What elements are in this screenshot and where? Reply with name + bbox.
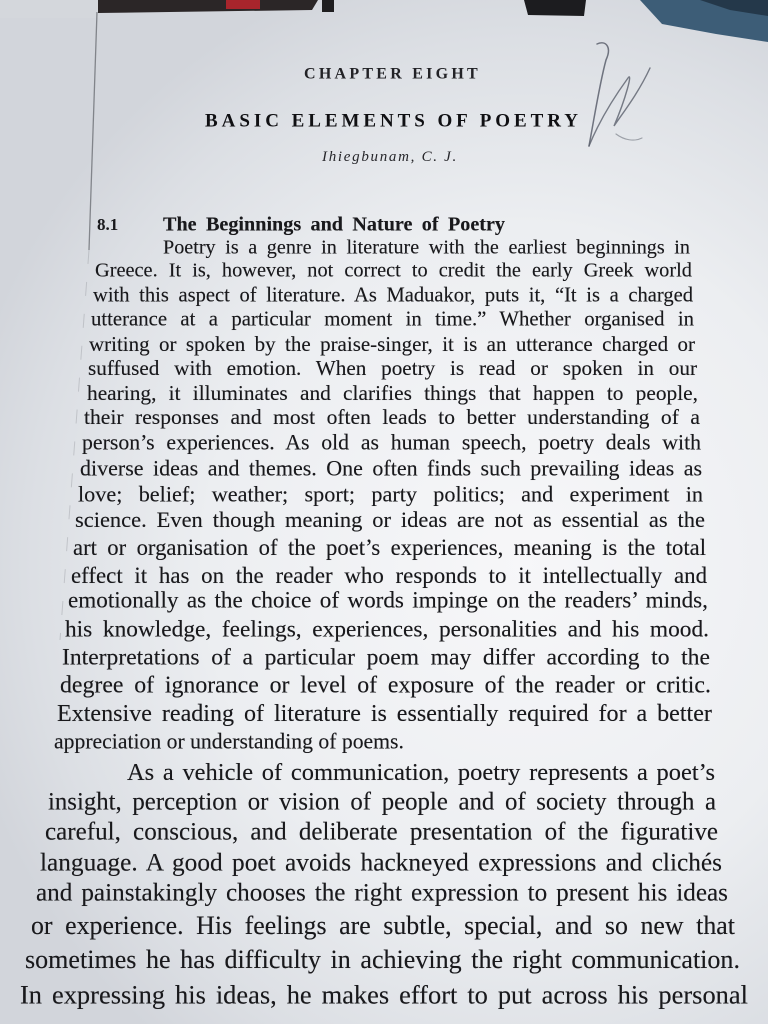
paragraph-2-line: language. A good poet avoids hackneyed expressions and clichés [40, 848, 722, 877]
paragraph-1-line: effect it has on the reader who responds to it intellectually and [71, 562, 708, 588]
page-fold-line [89, 12, 97, 250]
desk-object-dark-2 [524, 0, 586, 16]
paragraph-1-line: science. Even though meaning or ideas are not as essential as the [75, 507, 705, 533]
handwritten-stroke [589, 43, 608, 146]
paragraph-1-line: appreciation or understanding of poems. [54, 729, 404, 754]
paragraph-1-line: emotionally as the choice of words impinge on the readers’ minds, [68, 587, 708, 614]
handwritten-stroke [589, 68, 650, 146]
desk-object-dark [98, 0, 318, 13]
paragraph-2-line: sometimes he has difficulty in achieving the right communication. [25, 944, 740, 974]
paragraph-2-line: In expressing his ideas, he makes effort to put across his personal [20, 979, 748, 1010]
paragraph-1-line: hearing, it illuminates and clarifies things that happen to people, [87, 380, 698, 405]
paragraph-1-line: love; belief; weather; sport; party politics; and experiment in [78, 481, 704, 507]
underlying-sheet [0, 0, 100, 18]
paragraph-1-line: with this aspect of literature. As Maduakor, puts it, “It is a charged [93, 284, 694, 307]
section-heading: The Beginnings and Nature of Poetry [163, 213, 506, 236]
paragraph-2-line: insight, perception or vision of people and of society through a [48, 788, 717, 816]
paragraph-2-line: and painstakingly chooses the right expression to present his ideas [36, 879, 728, 907]
paragraph-1-line: Greece. It is, however, not correct to credit the early Greek world [95, 259, 692, 282]
paragraph-1-line: suffused with emotion. When poetry is read or spoken in our [88, 356, 698, 381]
paragraph-1-line: Extensive reading of literature is essentially required for a better [57, 701, 712, 728]
paragraph-1-line: his knowledge, feelings, experiences, personalities and his mood. [65, 616, 709, 643]
paragraph-1-line: person’s experiences. As old as human speech, poetry deals with [82, 430, 702, 455]
paragraph-1-line: Interpretations of a particular poem may differ according to the [62, 644, 710, 671]
paragraph-1-line: utterance at a particular moment in time.” Whether organised in [91, 308, 695, 331]
paragraph-1-line: art or organisation of the poet’s experiences, meaning is the total [73, 535, 707, 561]
chapter-label: CHAPTER EIGHT [304, 65, 481, 83]
paragraph-2-line: careful, conscious, and deliberate presentation of the figurative [45, 818, 719, 846]
paragraph-1-line: writing or spoken by the praise-singer, it is an utterance charged or [89, 332, 695, 357]
desk-object-small [322, 0, 334, 12]
paragraph-1-line: diverse ideas and themes. One often finds such prevailing ideas as [80, 455, 703, 481]
chapter-title: BASIC ELEMENTS OF POETRY [205, 110, 582, 132]
paragraph-1-line: Poetry is a genre in literature with the earliest beginnings in [163, 236, 690, 259]
handwritten-stroke [616, 134, 642, 140]
section-number: 8.1 [97, 214, 119, 234]
desk-object-blue [640, 0, 768, 42]
paragraph-1-line: degree of ignorance or level of exposure of the reader or critic. [60, 672, 711, 699]
paragraph-2-line: As a vehicle of communication, poetry represents a poet’s [127, 758, 715, 786]
paragraph-1-line: their responses and most often leads to better understanding of a [84, 404, 700, 429]
desk-object-blue-shadow [700, 0, 768, 16]
paragraph-2-line: or experience. His feelings are subtle, special, and so new that [31, 910, 735, 940]
desk-object-red [226, 0, 260, 9]
author-name: Ihiegbunam, C. J. [322, 149, 458, 166]
